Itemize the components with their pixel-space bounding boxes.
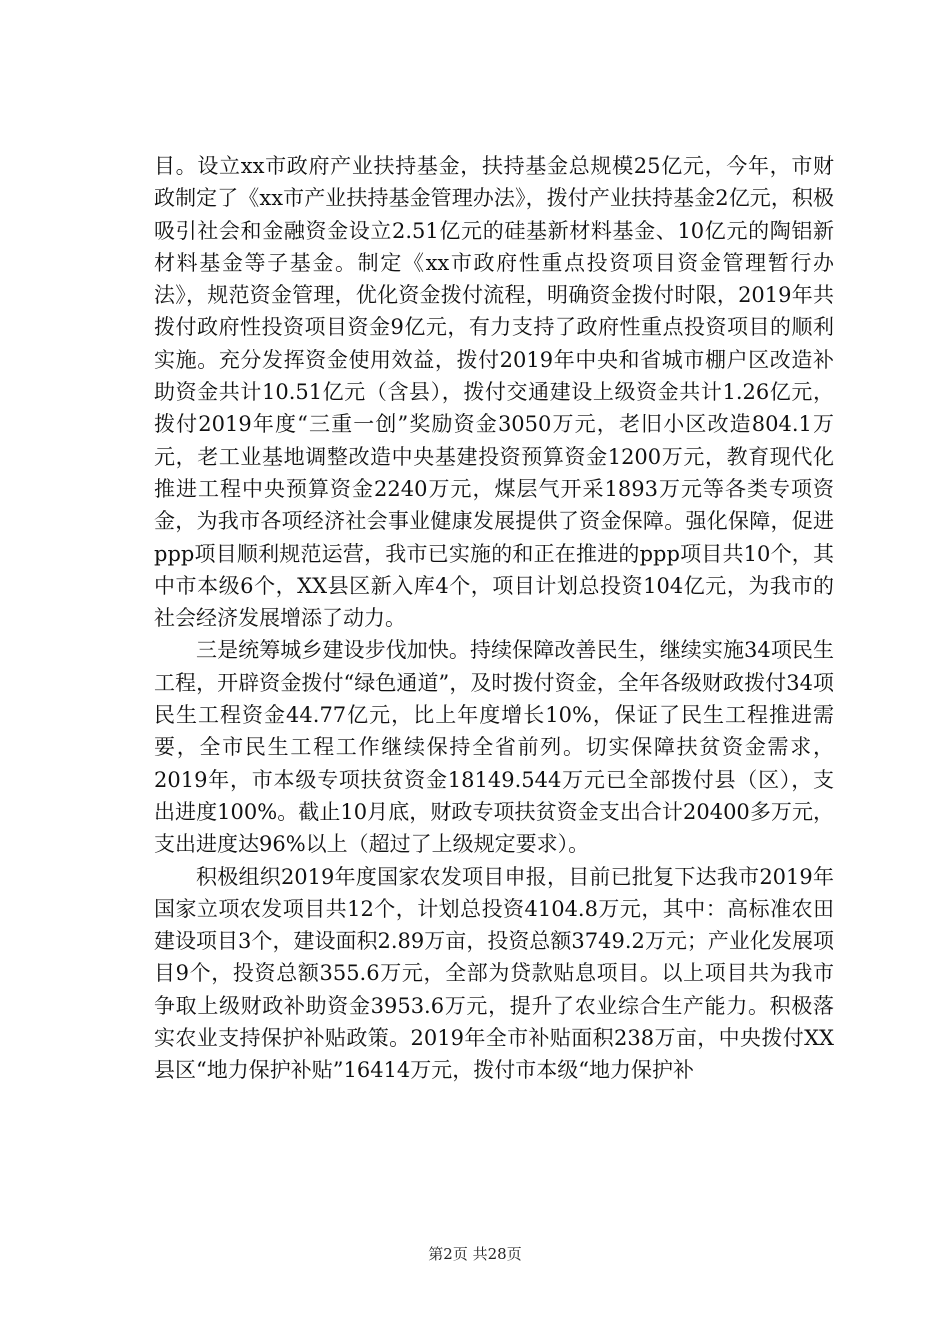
paragraph-1: 目。设立xx市政府产业扶持基金，扶持基金总规模25亿元，今年，市财政制定了《xx市产业扶持基金管理办法》，拨付产业扶持基金2亿元，积极吸引社会和金融资金设立2.51亿元的硅基新材料基金、10亿元的陶铝新材料基金等子基金。制定《xx市政府性重点投资项目资金管理暂行办法》，规范资金管理，优化资金拨付流程，明确资金拨付时限，2019年共拨付政府性投资项目资金9亿元，有力支持了政府性重点投资项目的顺利实施。充分发挥资金使用效益，拨付2019年中央和省城市棚户区改造补助资金共计10.51亿元（含县），拨付交通建设上级资金共计1.26亿元，拨付2019年度“三重一创”奖励资金3050万元，老旧小区改造804.1万元，老工业基地调整改造中央基建投资预算资金1200万元，教育现代化推进工程中央预算资金2240万元，煤层气开采1893万元等各类专项资金，为我市各项经济社会事业健康发展提供了资金保障。强化保障，促进ppp项目顺利规范运营，我市已实施的和正在推进的ppp项目共10个，其中市本级6个，XX县区新入库4个，项目计划总投资104亿元，为我市的社会经济发展增添了动力。 xyxy=(154,154,834,631)
paragraph-2: 三是统筹城乡建设步伐加快。持续保障改善民生，继续实施34项民生工程，开辟资金拨付“绿色通道”，及时拨付资金，全年各级财政拨付34项民生工程资金44.77亿元，比上年度增长10%，保证了民生工程推进需要，全市民生工程工作继续保持全省前列。切实保障扶贫资金需求，2019年，市本级专项扶贫资金18149.544万元已全部拨付县（区），支出进度100%。截止10月底，财政专项扶贫资金支出合计20400多万元，支出进度达96%以上（超过了上级规定要求）。 xyxy=(154,638,834,857)
document-body xyxy=(154,150,834,1087)
page-number-label: 第2页 共28页 xyxy=(428,1245,522,1263)
page-footer xyxy=(0,1243,950,1264)
paragraph-3: 积极组织2019年度国家农发项目申报，目前已批复下达我市2019年国家立项农发项目共12个，计划总投资4104.8万元，其中：高标准农田建设项目3个，建设面积2.89万亩，投资总额3749.2万元；产业化发展项目9个，投资总额355.6万元，全部为贷款贴息项目。以上项目共为我市争取上级财政补助资金3953.6万元，提升了农业综合生产能力。积极落实农业支持保护补贴政策。2019年全市补贴面积238万亩，中央拨付XX县区“地力保护补贴”16414万元，拨付市本级“地力保护补 xyxy=(154,864,834,1083)
